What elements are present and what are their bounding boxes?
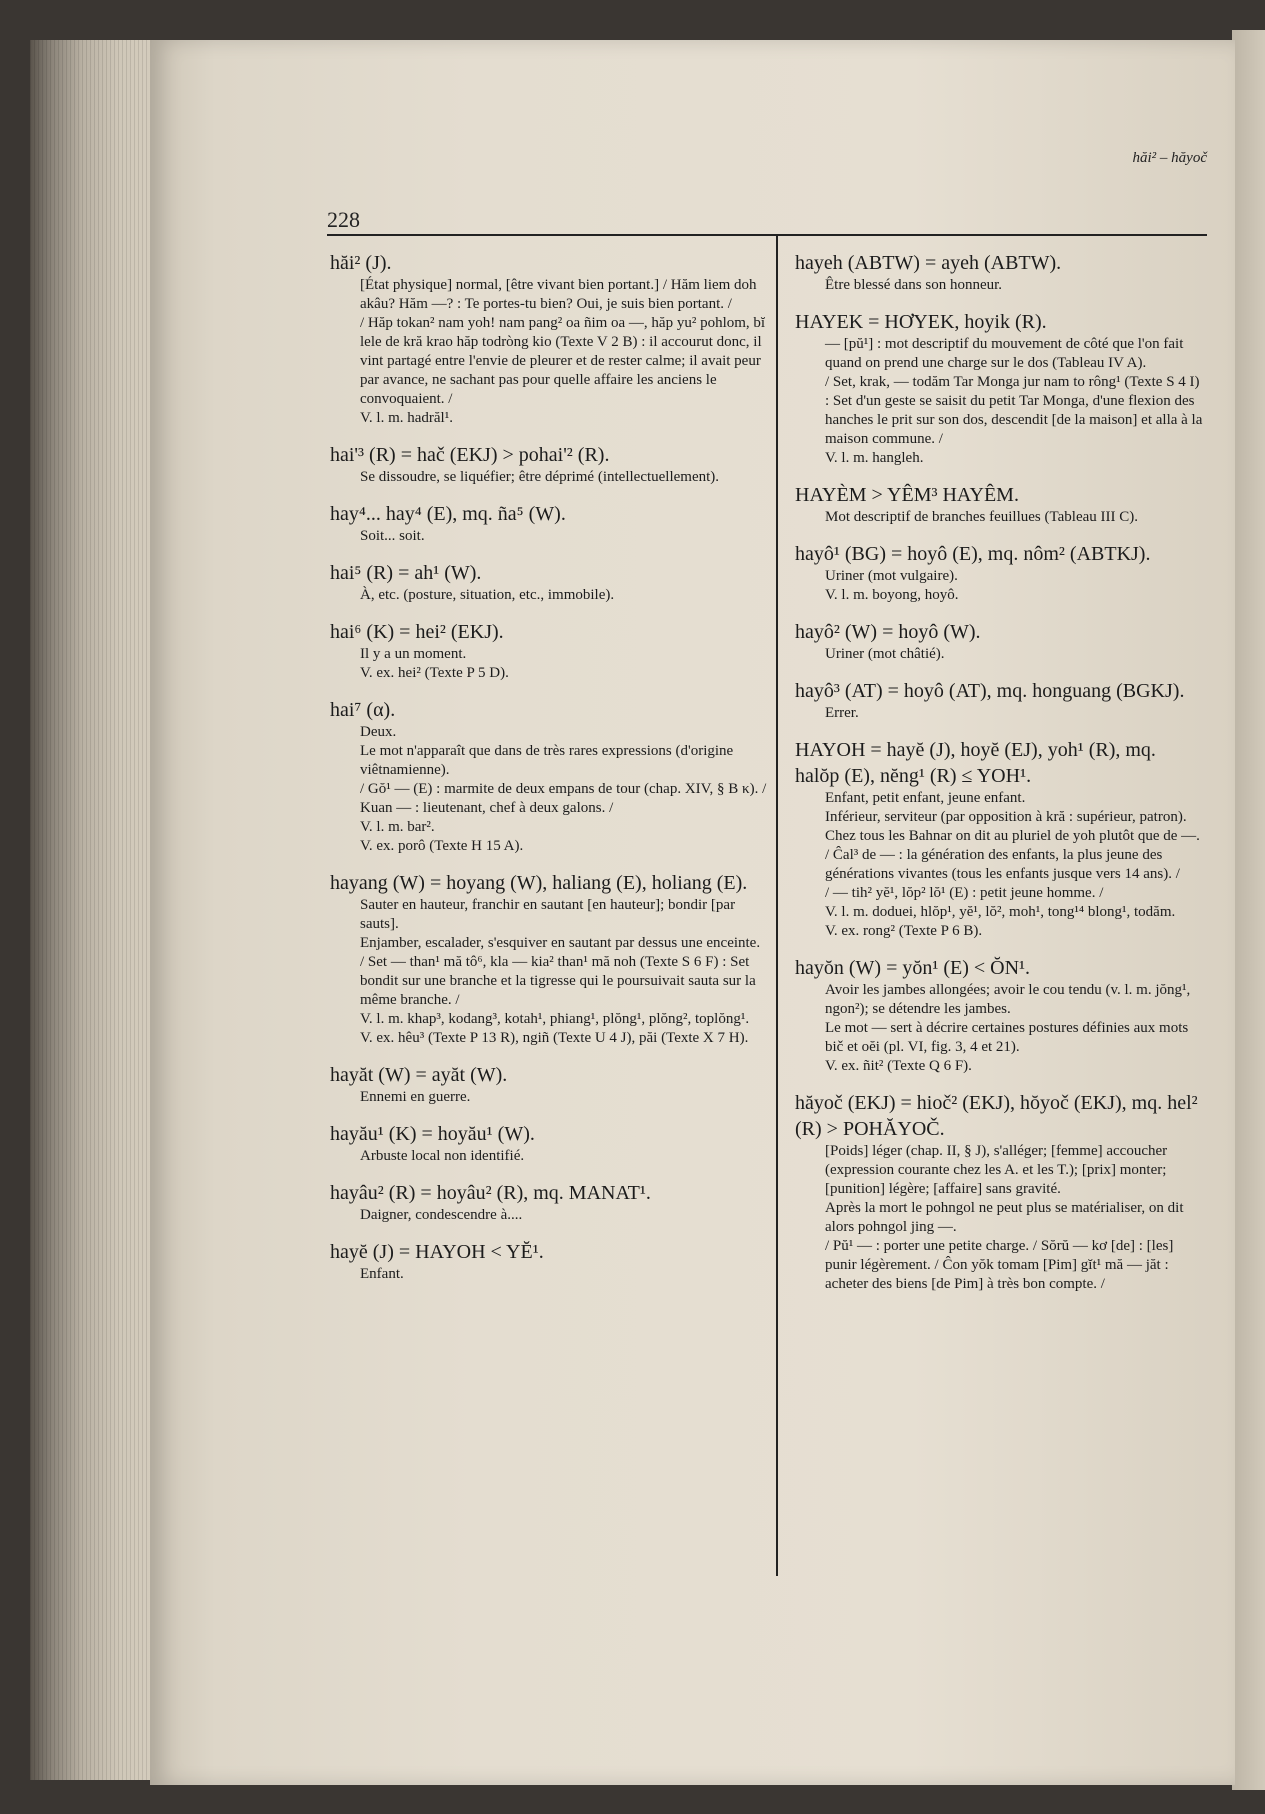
entry-headword: hayĕ (J) = HAYOH < YĔ¹. xyxy=(330,1241,544,1263)
dictionary-entry xyxy=(795,619,1205,664)
definition-line: / Hăp tokan² nam yoh! nam pang² oa ñim oa —, hăp yu² pohlom, bĭ lele de kră krao hăp todròng kio (Texte V 2 B) : il accourut donc, il vint partagé entre l'envie de pleurer et de rester calme; il avait peur par avance, ne sachant pas pour quelle affaire les anciens le convoquaient. / xyxy=(360,315,766,407)
dictionary-entry xyxy=(795,482,1205,527)
entry-headword: hai'³ (R) = hač (EKJ) > pohai'² (R). xyxy=(330,444,610,466)
dictionary-entry xyxy=(795,955,1205,1076)
entry-definition xyxy=(330,1147,770,1166)
entry-definition xyxy=(330,527,770,546)
dictionary-entry xyxy=(795,678,1205,723)
definition-line: — [pŭ¹] : mot descriptif du mouvement de côté que l'on fait quand on prend une charge sur le dos (Tableau IV A). xyxy=(825,336,1184,371)
definition-line: V. l. m. hadrăl¹. xyxy=(360,410,453,426)
definition-line: Avoir les jambes allongées; avoir le cou tendu (v. l. m. jŏng¹, ngon²); se détendre les jambes. xyxy=(825,982,1191,1017)
entry-definition xyxy=(795,1142,1205,1294)
entry-definition xyxy=(795,645,1205,664)
definition-line: Être blessé dans son honneur. xyxy=(825,277,1003,293)
dictionary-entry xyxy=(330,1121,770,1166)
entry-headword: HAYEK = HƠYEK, hoyik (R). xyxy=(795,311,1047,333)
entry-definition xyxy=(330,586,770,605)
entry-definition xyxy=(795,981,1205,1076)
entry-definition xyxy=(330,645,770,683)
dictionary-entry xyxy=(330,697,770,856)
entry-headword: hăyoč (EKJ) = hioč² (EKJ), hŏyoč (EKJ), mq. hel² (R) > POHĂYOČ. xyxy=(795,1092,1198,1140)
definition-line: Enfant, petit enfant, jeune enfant. xyxy=(825,790,1026,806)
definition-line: Il y a un moment. xyxy=(360,646,467,662)
dictionary-entry xyxy=(795,250,1205,295)
definition-line: Errer. xyxy=(825,705,859,721)
right-column xyxy=(795,250,1205,1308)
entry-headword: hayău¹ (K) = hoyău¹ (W). xyxy=(330,1123,535,1145)
definition-line: À, etc. (posture, situation, etc., immobile). xyxy=(360,587,615,603)
definition-line: / Gŏ¹ — (E) : marmite de deux empans de tour (chap. XIV, § B κ). / Kuan — : lieutenant, chef à deux galons. / xyxy=(360,781,767,816)
definition-line: Daigner, condescendre à.... xyxy=(360,1207,523,1223)
dictionary-entry xyxy=(330,501,770,546)
definition-line: [État physique] normal, [être vivant bien portant.] / Hăm liem doh akâu? Hăm —? : Te portes-tu bien? Oui, je suis bien portant. / xyxy=(360,277,757,312)
definition-line: [Poids] léger (chap. II, § J), s'alléger; [femme] accoucher (expression courante chez les A. et les T.); [prix] monter; [punition] légère; [affaire] sans gravité. xyxy=(825,1143,1168,1197)
entry-headword: HAYOH = hayĕ (J), hoyĕ (EJ), yoh¹ (R), mq. halŏp (E), nĕng¹ (R) ≤ YOH¹. xyxy=(795,739,1156,787)
entry-headword: hayô² (W) = hoyô (W). xyxy=(795,621,981,643)
definition-line: Sauter en hauteur, franchir en sautant [en hauteur]; bondir [par sauts]. xyxy=(360,897,736,932)
entry-definition xyxy=(795,704,1205,723)
entry-headword: hayeh (ABTW) = ayeh (ABTW). xyxy=(795,252,1062,274)
entry-definition xyxy=(330,1206,770,1225)
definition-line: Le mot — sert à décrire certaines postures définies aux mots bič et oĕi (pl. VI, fig. 3, 4 et 21). xyxy=(825,1020,1189,1055)
definition-line: / — tih² yĕ¹, lŏp² lŏ¹ (E) : petit jeune homme. / xyxy=(825,885,1104,901)
definition-line: V. l. m. hangleh. xyxy=(825,450,924,466)
definition-line: / Pŭ¹ — : porter une petite charge. / Sŏrŭ — kơ [de] : [les] punir légèrement. / Ĉon yŏk tomam [Pim] gĭt¹ mă — jăt : acheter des biens [de Pim] à très bon compte. / xyxy=(825,1238,1174,1292)
entry-headword: HAYÈM > YÊM³ HAYÊM. xyxy=(795,484,1019,506)
definition-line: Enjamber, escalader, s'esquiver en sautant par dessus une enceinte. xyxy=(360,935,761,951)
definition-line: V. l. m. khap³, kodang³, kotah¹, phiang¹, plŏng¹, plŏng², toplŏng¹. xyxy=(360,1011,750,1027)
entry-definition xyxy=(795,789,1205,941)
page-number: 228 xyxy=(327,207,360,232)
definition-line: V. l. m. bar². xyxy=(360,819,435,835)
definition-line: / Set, krak, — todăm Tar Monga jur nam to rông¹ (Texte S 4 I) : Set d'un geste se saisit du petit Tar Monga, d'une flexion des hanches le prit sur son dos, descendit [de la maison] et alla à la maison commune. / xyxy=(825,374,1203,447)
definition-line: / Set — than¹ mă tô⁶, kla — kia² than¹ mă noh (Texte S 6 F) : Set bondit sur une branche et la tigresse qui le poursuivait sauta sur la même branche. / xyxy=(360,954,756,1008)
definition-line: Après la mort le pohngol ne peut plus se matérialiser, on dit alors pohngol jing —. xyxy=(825,1200,1184,1235)
entry-definition xyxy=(330,723,770,856)
definition-line: Uriner (mot vulgaire). xyxy=(825,568,958,584)
dictionary-entry xyxy=(330,619,770,683)
entry-headword: hayăt (W) = ayăt (W). xyxy=(330,1064,508,1086)
dictionary-entry xyxy=(795,309,1205,468)
dictionary-entry xyxy=(330,1180,770,1225)
entry-definition xyxy=(795,276,1205,295)
definition-line: V. ex. hêu³ (Texte P 13 R), ngiñ (Texte U 4 J), păi (Texte X 7 H). xyxy=(360,1030,749,1046)
entry-definition xyxy=(795,567,1205,605)
entry-headword: hayô³ (AT) = hoyô (AT), mq. honguang (BGKJ). xyxy=(795,680,1185,702)
dictionary-entry xyxy=(330,250,770,428)
definition-line: Enfant. xyxy=(360,1266,404,1282)
dictionary-entry xyxy=(330,442,770,487)
entry-definition xyxy=(330,276,770,428)
definition-line: Mot descriptif de branches feuillues (Tableau III C). xyxy=(825,509,1139,525)
entry-definition xyxy=(795,335,1205,468)
definition-line: Uriner (mot châtié). xyxy=(825,646,945,662)
entry-definition xyxy=(330,1265,770,1284)
definition-line: V. l. m. doduei, hlŏp¹, yĕ¹, lŏ², moh¹, tong¹⁴ blong¹, todăm. xyxy=(825,904,1176,920)
left-column xyxy=(330,250,770,1298)
running-head: hăi² – hăyoč xyxy=(1132,150,1207,166)
dictionary-entry xyxy=(330,1239,770,1284)
dictionary-entry xyxy=(795,737,1205,941)
entry-definition xyxy=(330,468,770,487)
dictionary-entry xyxy=(330,560,770,605)
entry-definition xyxy=(330,1088,770,1107)
entry-headword: hai⁷ (α). xyxy=(330,699,396,721)
dictionary-entry xyxy=(330,870,770,1048)
header-rule xyxy=(327,234,1207,236)
definition-line: Deux. xyxy=(360,724,397,740)
dictionary-entry xyxy=(795,541,1205,605)
definition-line: Inférieur, serviteur (par opposition à kră : supérieur, patron). xyxy=(825,809,1187,825)
column-rule xyxy=(776,236,778,1576)
definition-line: V. ex. ñit² (Texte Q 6 F). xyxy=(825,1058,972,1074)
definition-line: / Ĉal³ de — : la génération des enfants, la plus jeune des générations vivantes (tous les enfants jusque vers 14 ans). / xyxy=(825,847,1180,882)
entry-headword: hayŏn (W) = yŏn¹ (E) < ŎN¹. xyxy=(795,957,1031,979)
entry-headword: hayô¹ (BG) = hoyô (E), mq. nôm² (ABTKJ). xyxy=(795,543,1151,565)
definition-line: Ennemi en guerre. xyxy=(360,1089,471,1105)
definition-line: Le mot n'apparaît que dans de très rares expressions (d'origine viêtnamienne). xyxy=(360,743,734,778)
definition-line: Se dissoudre, se liquéfier; être déprimé (intellectuellement). xyxy=(360,469,720,485)
entry-headword: hai⁵ (R) = ah¹ (W). xyxy=(330,562,482,584)
next-page-edge xyxy=(1232,30,1265,1790)
definition-line: V. ex. hei² (Texte P 5 D). xyxy=(360,665,509,681)
entry-headword: hayang (W) = hoyang (W), haliang (E), holiang (E). xyxy=(330,872,748,894)
entry-headword: hayâu² (R) = hoyâu² (R), mq. MANAT¹. xyxy=(330,1182,651,1204)
definition-line: Arbuste local non identifié. xyxy=(360,1148,525,1164)
entry-headword: hăi² (J). xyxy=(330,252,392,274)
definition-line: V. l. m. boyong, hoyô. xyxy=(825,587,959,603)
definition-line: V. ex. rong² (Texte P 6 B). xyxy=(825,923,983,939)
definition-line: Chez tous les Bahnar on dit au pluriel de yoh plutôt que de —. xyxy=(825,828,1200,844)
entry-definition xyxy=(330,896,770,1048)
dictionary-entry xyxy=(330,1062,770,1107)
entry-headword: hai⁶ (K) = hei² (EKJ). xyxy=(330,621,504,643)
dictionary-entry xyxy=(795,1090,1205,1294)
entry-headword: hay⁴... hay⁴ (E), mq. ña⁵ (W). xyxy=(330,503,566,525)
definition-line: Soit... soit. xyxy=(360,528,425,544)
definition-line: V. ex. porô (Texte H 15 A). xyxy=(360,838,524,854)
entry-definition xyxy=(795,508,1205,527)
